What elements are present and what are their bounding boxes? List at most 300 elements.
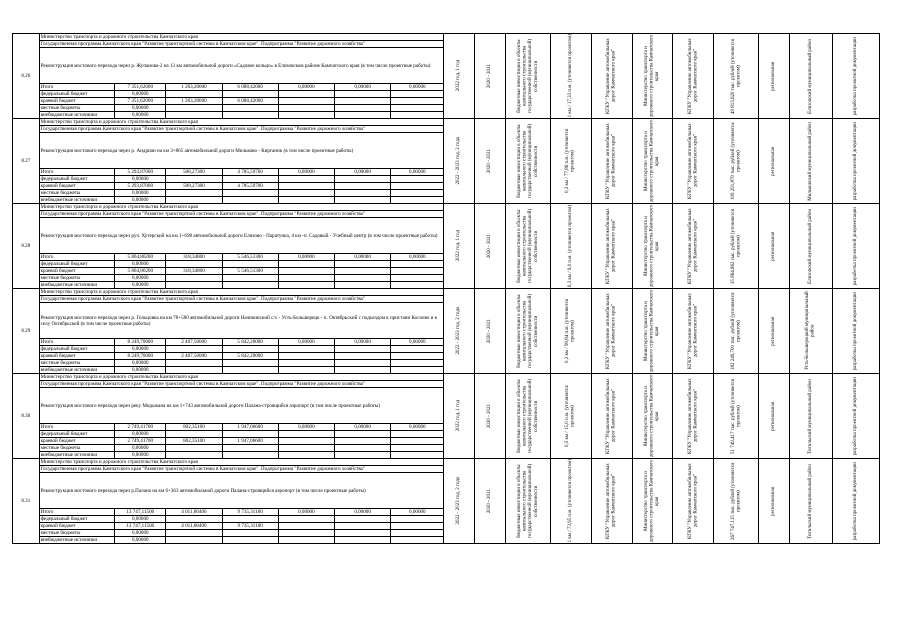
budget-value (222, 431, 278, 438)
budget-value (166, 537, 222, 544)
budget-value: 0,00000 (115, 282, 166, 289)
budget-value (334, 183, 390, 190)
budget-value (334, 346, 390, 353)
budget-value: 4 785,59700 (222, 169, 278, 176)
budget-value: 0,00000 (278, 254, 334, 261)
meta-text: 51 749,417 тыс. рублей (уточняется проектом) (730, 378, 742, 454)
budget-value (222, 452, 278, 459)
budget-value (278, 530, 334, 537)
meta-cell (714, 459, 759, 544)
budget-value (166, 452, 222, 459)
budget-source-label: краевой бюджет (39, 438, 115, 445)
meta-cell (832, 289, 879, 374)
budget-value: 2 407,50000 (166, 353, 222, 360)
meta-cell (789, 289, 832, 374)
meta-text: 2022 год, 1 год (456, 400, 462, 432)
meta-cell (714, 289, 759, 374)
meta-text: 0,3 км / 9,0 п.м. (уточняется проектом) (567, 204, 573, 288)
ministry-name: Министерство транспорта и дорожного строительства Камчатского края (39, 459, 444, 466)
budget-value: 0,00000 (115, 261, 166, 268)
meta-text: КГКУ "Управление автомобильных дорог Камчатского края" (605, 378, 617, 454)
program-name: Государственная программа Камчатского края "Развитие транспортной системы в Камчатском крае". Подпрограмма "Развитие дорожного хозяйства" (39, 466, 444, 473)
meta-cell (832, 204, 879, 289)
meta-cell (632, 34, 673, 119)
meta-cell (789, 374, 832, 459)
meta-cell (759, 459, 790, 544)
budget-value: 4 011,80400 (166, 523, 222, 530)
budget-value: 0,00000 (115, 530, 166, 537)
budget-value (391, 353, 444, 360)
object-name: Реконструкция мостового перехода через руч. Хутерский на км 1+698 автомобильной дороги Елизово - Паратунка, 4 км -п. Садовый - Учебный центр (в том числе проектные работы) (39, 218, 444, 254)
meta-cell (505, 204, 550, 289)
meta-text: разработка проектной документации (853, 376, 859, 456)
budget-source-label: Итого (39, 509, 115, 516)
budget-value: 6 088,42000 (222, 98, 278, 105)
meta-text: КГКУ "Управление автомобильных дорог Камчатского края" (605, 123, 617, 199)
meta-text: 2020 - 2021 (487, 148, 493, 174)
budget-value: 0,00000 (334, 254, 390, 261)
meta-cell (759, 34, 790, 119)
budget-value: 802,35100 (166, 424, 222, 431)
budget-value (391, 360, 444, 367)
section-number: 8.28 (13, 204, 40, 289)
meta-text: КГКУ "Управление автомобильных дорог Камчатского края" (605, 463, 617, 539)
budget-value (334, 516, 390, 523)
ministry-name: Министерство транспорта и дорожного строительства Камчатского края (39, 204, 444, 211)
budget-source-label: Итого (39, 254, 115, 261)
meta-text: Тигильский муниципальный район (808, 378, 814, 454)
meta-text: 1 км / 73,95 п.м. (уточняется проектом) (567, 459, 573, 543)
table-row (13, 119, 880, 126)
budget-value: 5 864,86200 (115, 268, 166, 275)
budget-value: 0,00000 (278, 339, 334, 346)
budget-value (391, 431, 444, 438)
budget-value: 508,27300 (166, 169, 222, 176)
budget-value (166, 445, 222, 452)
budget-value (334, 91, 390, 98)
meta-text: 35 864,862 тыс. рублей (уточняется проектом) (730, 208, 742, 284)
ministry-name: Министерство транспорта и дорожного строительства Камчатского края (39, 374, 444, 381)
budget-value (278, 445, 334, 452)
budget-value (166, 346, 222, 353)
meta-cell (673, 289, 714, 374)
meta-cell (475, 204, 506, 289)
section-number: 8.30 (13, 374, 40, 459)
meta-text: разработка проектной документации (853, 121, 859, 201)
meta-text: 0,5 км / 15,0 п.м. (уточняется проектом) (565, 385, 576, 447)
meta-cell (591, 119, 632, 204)
budget-value: 0,00000 (115, 452, 166, 459)
budget-value (278, 367, 334, 374)
meta-cell (789, 204, 832, 289)
meta-cell (632, 459, 673, 544)
meta-text: бюджетные инвестиции в объекты капитального строительства государственной (муниципальной) собственности (516, 38, 539, 114)
budget-value: 802,35100 (166, 438, 222, 445)
budget-value: 0,00000 (334, 84, 390, 91)
budget-value: 0,00000 (115, 105, 166, 112)
meta-text: КГКУ "Управление автомобильных дорог Камчатского края" (687, 38, 699, 114)
budget-value: 5 293,87000 (115, 169, 166, 176)
budget-value (278, 516, 334, 523)
budget-value: 1 947,06600 (222, 438, 278, 445)
budget-value: 7 351,62000 (115, 84, 166, 91)
meta-cell (759, 119, 790, 204)
budget-value (278, 183, 334, 190)
meta-cell (759, 289, 790, 374)
budget-value: 0,00000 (115, 197, 166, 204)
budget-value (278, 523, 334, 530)
budget-value (222, 275, 278, 282)
meta-cell (832, 34, 879, 119)
table-row (13, 34, 880, 41)
budget-value (391, 268, 444, 275)
meta-cell (591, 34, 632, 119)
budget-value: 0,00000 (391, 339, 444, 346)
meta-cell (444, 204, 475, 289)
budget-value (222, 367, 278, 374)
meta-cell (444, 289, 475, 374)
meta-text: региональная (771, 231, 777, 261)
budget-value (278, 105, 334, 112)
budget-value (334, 268, 390, 275)
budget-value: 8 249,70000 (115, 339, 166, 346)
meta-text: Мильковский муниципальный район (808, 121, 814, 201)
meta-text: 267 747,115 тыс. рублей (уточняется проектом) (730, 462, 742, 540)
budget-value: 0,00000 (115, 431, 166, 438)
budget-value: 0,00000 (115, 190, 166, 197)
budget-value: 0,00000 (278, 424, 334, 431)
meta-cell (789, 459, 832, 544)
meta-cell (632, 289, 673, 374)
budget-value (278, 98, 334, 105)
budget-value (278, 537, 334, 544)
budget-value: 2 749,41700 (115, 424, 166, 431)
table-row (13, 459, 880, 466)
meta-text: 2022 - 2023 год, 2 года (456, 137, 462, 185)
budget-value (391, 516, 444, 523)
budget-value (278, 261, 334, 268)
budget-value (166, 530, 222, 537)
budget-value: 5 842,20000 (222, 339, 278, 346)
program-name: Государственная программа Камчатского края "Развитие транспортной системы в Камчатском крае". Подпрограмма "Развитие дорожного хозяйства" (39, 296, 444, 303)
section-number: 8.29 (13, 289, 40, 374)
budget-value (278, 353, 334, 360)
budget-value (166, 431, 222, 438)
budget-value (278, 431, 334, 438)
budget-value (278, 282, 334, 289)
meta-text: 2020 - 2021 (487, 403, 493, 429)
budget-value: 508,27300 (166, 183, 222, 190)
budget-value (278, 268, 334, 275)
budget-value (222, 530, 278, 537)
budget-source-label: Итого (39, 339, 115, 346)
ministry-name: Министерство транспорта и дорожного строительства Камчатского края (39, 34, 444, 41)
meta-cell (759, 204, 790, 289)
budget-source-label: внебюджетные источники (39, 197, 115, 204)
budget-source-label: федеральный бюджет (39, 431, 115, 438)
budget-value (334, 452, 390, 459)
budget-value: 0,00000 (391, 254, 444, 261)
budget-value (391, 197, 444, 204)
budget-value (222, 261, 278, 268)
meta-text: Министерство транспорта и дорожного строительства Камчатского края (644, 34, 661, 118)
meta-cell (832, 119, 879, 204)
budget-value (166, 282, 222, 289)
meta-text: разработка проектной документации (853, 461, 859, 541)
budget-value (391, 112, 444, 119)
meta-text: разработка проектной документации (853, 36, 859, 116)
program-name: Государственная программа Камчатского края "Развитие транспортной системы в Камчатском крае". Подпрограмма "Развитие дорожного хозяйства" (39, 41, 444, 48)
budget-source-label: федеральный бюджет (39, 176, 115, 183)
meta-text: КГКУ "Управление автомобильных дорог Камчатского края" (687, 378, 699, 454)
budget-source-label: внебюджетные источники (39, 537, 115, 544)
budget-value: 0,00000 (391, 169, 444, 176)
meta-cell (632, 374, 673, 459)
meta-text: бюджетные инвестиции в объекты капитального строительства государственной (муниципальной) собственности (516, 463, 539, 539)
program-name: Государственная программа Камчатского края "Развитие транспортной системы в Камчатском крае". Подпрограмма "Развитие дорожного хозяйства" (39, 211, 444, 218)
meta-cell (591, 459, 632, 544)
budget-value (334, 353, 390, 360)
budget-value: 5 864,86200 (115, 254, 166, 261)
meta-cell (550, 374, 591, 459)
budget-value (222, 516, 278, 523)
meta-text: КГКУ "Управление автомобильных дорог Камчатского края" (687, 208, 699, 284)
budget-value: 1 263,20000 (166, 84, 222, 91)
budget-source-label: федеральный бюджет (39, 516, 115, 523)
budget-source-label: внебюджетные источники (39, 452, 115, 459)
budget-value (334, 360, 390, 367)
budget-value (278, 112, 334, 119)
meta-text: 0,3 км / 77,86 п.м. (уточняется проектом) (565, 128, 576, 194)
investment-table (12, 33, 880, 544)
meta-cell (505, 119, 550, 204)
budget-value: 8 249,70000 (115, 353, 166, 360)
table-row (13, 289, 880, 296)
meta-cell (714, 119, 759, 204)
budget-value: 0,00000 (115, 346, 166, 353)
budget-value (166, 367, 222, 374)
budget-value: 0,00000 (278, 169, 334, 176)
meta-cell (550, 34, 591, 119)
budget-value: 0,00000 (391, 84, 444, 91)
budget-value (222, 91, 278, 98)
budget-value (391, 98, 444, 105)
meta-text: Усть-Большерецкий муниципальный район (805, 291, 816, 371)
budget-value (334, 367, 390, 374)
budget-value (278, 346, 334, 353)
meta-text: 2022 - 2023 год, 2 года (456, 477, 462, 525)
budget-value (334, 105, 390, 112)
budget-source-label: местные бюджеты (39, 275, 115, 282)
budget-value (391, 530, 444, 537)
budget-value: 0,00000 (334, 169, 390, 176)
budget-value (278, 197, 334, 204)
budget-value: 0,00000 (391, 424, 444, 431)
meta-text: КГКУ "Управление автомобильных дорог Камчатского края" (687, 293, 699, 369)
meta-cell (591, 374, 632, 459)
budget-value: 13 747,11500 (115, 523, 166, 530)
budget-value (278, 275, 334, 282)
program-name: Государственная программа Камчатского края "Развитие транспортной системы в Камчатском крае". Подпрограмма "Развитие дорожного хозяйства" (39, 381, 444, 388)
budget-value: 0,00000 (334, 339, 390, 346)
meta-cell (789, 34, 832, 119)
meta-cell (591, 289, 632, 374)
meta-text: бюджетные инвестиции в объекты капитального строительства государственной (муниципальной) собственности (516, 123, 539, 199)
meta-text: 2022 год, 1 год (456, 230, 462, 262)
budget-value (391, 282, 444, 289)
budget-value (391, 261, 444, 268)
meta-cell (550, 119, 591, 204)
budget-value (166, 91, 222, 98)
budget-value (391, 176, 444, 183)
meta-cell (673, 119, 714, 204)
budget-value (391, 445, 444, 452)
budget-source-label: местные бюджеты (39, 105, 115, 112)
meta-cell (475, 34, 506, 119)
budget-source-label: федеральный бюджет (39, 261, 115, 268)
budget-value (222, 346, 278, 353)
budget-value (278, 176, 334, 183)
meta-text: региональная (771, 316, 777, 346)
budget-value: 2 407,50000 (166, 339, 222, 346)
meta-cell (550, 204, 591, 289)
budget-value (391, 105, 444, 112)
meta-text: Тигильский муниципальный район (808, 463, 814, 539)
meta-text: КГКУ "Управление автомобильных дорог Камчатского края" (605, 293, 617, 369)
budget-value (278, 91, 334, 98)
budget-value: 0,00000 (115, 360, 166, 367)
meta-text: Министерство транспорта и дорожного строительства Камчатского края (644, 119, 661, 203)
budget-source-label: краевой бюджет (39, 98, 115, 105)
budget-value (222, 197, 278, 204)
budget-source-label: федеральный бюджет (39, 346, 115, 353)
meta-cell (505, 459, 550, 544)
meta-text: Елизовский муниципальный район (808, 38, 814, 114)
budget-value (334, 530, 390, 537)
meta-cell (789, 119, 832, 204)
table-row (13, 374, 880, 381)
budget-source-label: краевой бюджет (39, 523, 115, 530)
meta-cell (832, 459, 879, 544)
meta-text: Министерство транспорта и дорожного строительства Камчатского края (644, 459, 661, 543)
budget-value (334, 431, 390, 438)
meta-text: бюджетные инвестиции в объекты капитального строительства государственной (муниципальной) собственности (516, 293, 539, 369)
budget-value (334, 275, 390, 282)
budget-source-label: местные бюджеты (39, 360, 115, 367)
meta-text: КГКУ "Управление автомобильных дорог Камчатского края" (687, 463, 699, 539)
budget-value (334, 438, 390, 445)
budget-source-label: краевой бюджет (39, 183, 115, 190)
meta-cell (673, 204, 714, 289)
meta-cell (444, 374, 475, 459)
meta-text: разработка проектной документации (853, 291, 859, 371)
budget-value: 2 749,41700 (115, 438, 166, 445)
budget-value (391, 190, 444, 197)
budget-value: 5 546,51300 (222, 254, 278, 261)
budget-value: 5 842,20000 (222, 353, 278, 360)
meta-text: 49 813,620 тыс. рублей (уточняется проектом) (730, 38, 742, 114)
meta-text: 182 249,700 тыс. рублей (уточняется проектом) (730, 292, 742, 370)
meta-text: разработка проектной документации (853, 206, 859, 286)
budget-value: 318,34800 (166, 268, 222, 275)
budget-value (222, 537, 278, 544)
budget-value: 4 785,59700 (222, 183, 278, 190)
budget-value (166, 105, 222, 112)
budget-value: 0,00000 (115, 516, 166, 523)
budget-value (391, 523, 444, 530)
budget-source-label: Итого (39, 424, 115, 431)
meta-text: Министерство транспорта и дорожного строительства Камчатского края (644, 374, 661, 458)
object-name: Реконструкция мостового перехода через р. Жупанова-2 на 13 км автомобильной дороги «Садовое кольцо» в Елизовском районе Камчатского края (в том числе проектные работы) (39, 48, 444, 84)
section-number: 8.27 (13, 119, 40, 204)
object-name: Реконструкция мостового перехода через р.Палана на км 6+363 автомобильной дороги Палана-строящийся аэропорт (в том числе проектные работы) (39, 473, 444, 509)
budget-value: 0,00000 (115, 112, 166, 119)
budget-value (391, 91, 444, 98)
meta-cell (591, 204, 632, 289)
budget-value (391, 367, 444, 374)
budget-value (391, 537, 444, 544)
section-number: 8.31 (13, 459, 40, 544)
budget-source-label: краевой бюджет (39, 268, 115, 275)
budget-value: 9 735,31100 (222, 523, 278, 530)
meta-cell (475, 374, 506, 459)
meta-text: Елизовский муниципальный район (808, 208, 814, 284)
budget-value: 318,34800 (166, 254, 222, 261)
budget-value (222, 105, 278, 112)
budget-source-label: внебюджетные источники (39, 367, 115, 374)
budget-value (278, 360, 334, 367)
meta-cell (505, 374, 550, 459)
budget-value (278, 452, 334, 459)
meta-text: региональная (771, 146, 777, 176)
meta-cell (673, 34, 714, 119)
budget-value: 0,00000 (334, 424, 390, 431)
budget-value (334, 445, 390, 452)
budget-value (166, 275, 222, 282)
budget-value: 13 747,11500 (115, 509, 166, 516)
meta-cell (714, 374, 759, 459)
meta-text: 109 291,870 тыс. рублей (уточняется проектом) (730, 122, 742, 200)
meta-cell (759, 374, 790, 459)
budget-value: 0,00000 (334, 509, 390, 516)
budget-source-label: федеральный бюджет (39, 91, 115, 98)
budget-value: 1 263,20000 (166, 98, 222, 105)
meta-cell (832, 374, 879, 459)
budget-value (278, 190, 334, 197)
budget-value (334, 261, 390, 268)
meta-text: 0,3 км / 90,84 п.м. (уточняется проектом) (565, 298, 576, 364)
budget-value (222, 445, 278, 452)
meta-text: 2020 - 2021 (487, 488, 493, 514)
meta-cell (475, 459, 506, 544)
meta-cell (550, 289, 591, 374)
meta-cell (632, 119, 673, 204)
budget-value (334, 176, 390, 183)
budget-value (166, 516, 222, 523)
meta-text: 1 км / 17,33 п.м. (уточняется проектом) (567, 34, 573, 118)
budget-value (391, 346, 444, 353)
meta-cell (505, 289, 550, 374)
budget-value: 0,00000 (115, 367, 166, 374)
budget-value: 9 735,31100 (222, 509, 278, 516)
budget-value: 0,00000 (115, 445, 166, 452)
budget-value (334, 112, 390, 119)
object-name: Реконструкция мостового перехода через р. Гольцовка на км 78+580 автомобильной дороги Начикинский с/х - Усть-Большерецк - п. Октябрьский с подъездом к пристани Косоево и к селу Октябрьской (в том числе проектные работы) (39, 303, 444, 339)
meta-text: КГКУ "Управление автомобильных дорог Камчатского края" (687, 123, 699, 199)
budget-value: 7 351,62000 (115, 98, 166, 105)
object-name: Реконструкция мостового перехода через реку Мидыкана на км 1+743 автомобильной дороги Палана-строящийся аэропорт (в том числе проектные работы) (39, 388, 444, 424)
budget-value: 5 546,51300 (222, 268, 278, 275)
